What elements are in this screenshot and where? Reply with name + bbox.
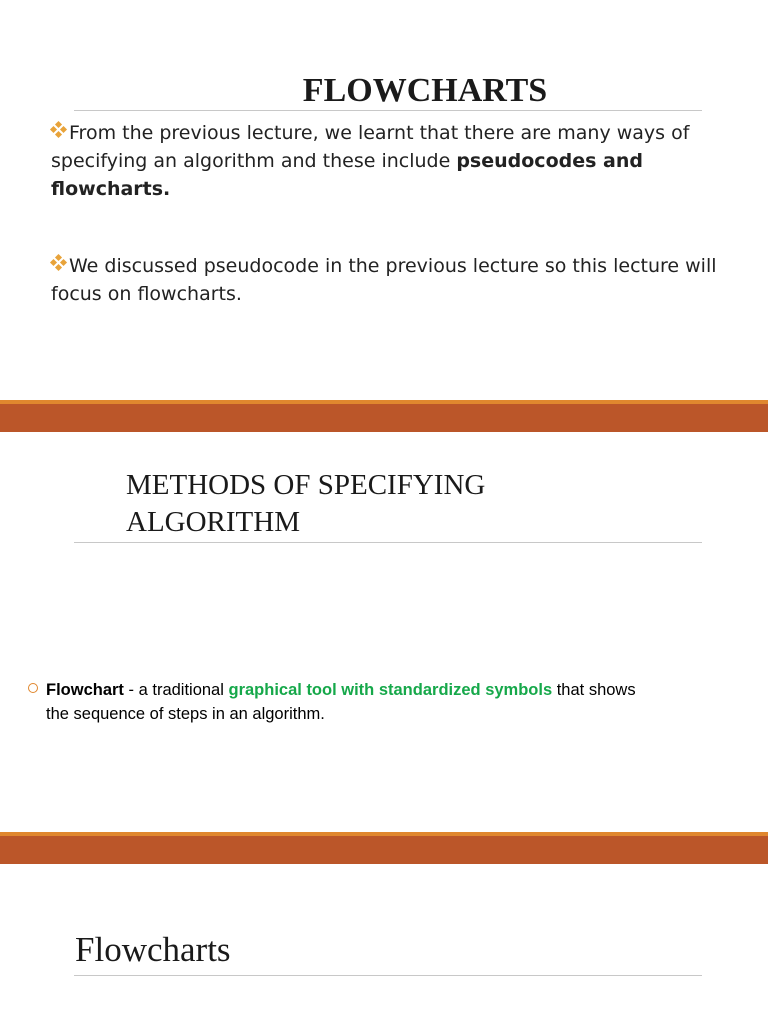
bullet-2 bbox=[51, 252, 751, 308]
slide-2-title-line-2: ALGORITHM bbox=[126, 506, 300, 538]
slide-2-title-line-1: METHODS OF SPECIFYING bbox=[126, 469, 486, 501]
title-underline bbox=[74, 110, 702, 111]
circle-bullet-icon bbox=[28, 683, 38, 693]
title-underline bbox=[74, 542, 702, 543]
bullet-1-text: From the previous lecture, we learnt that there are many ways of specifying an algorithm and these include bbox=[51, 122, 690, 172]
slide-1-title: FLOWCHARTS bbox=[302, 72, 548, 109]
slide-2-title bbox=[126, 467, 726, 541]
slide-separator-bar bbox=[0, 400, 768, 432]
slide-1 bbox=[0, 0, 768, 400]
bullet-1-bold: pseudocodes and flowcharts. bbox=[51, 150, 643, 200]
definition-highlight: graphical tool with standardized symbols bbox=[228, 681, 553, 699]
slide-3-title: Flowcharts bbox=[75, 930, 231, 969]
title-underline bbox=[74, 975, 702, 976]
bullet-2-text: We discussed pseudocode in the previous lecture so this lecture will focus on flowcharts. bbox=[51, 255, 717, 305]
diamond-bullet-icon bbox=[51, 255, 67, 271]
definition-dash-text: - a traditional bbox=[123, 681, 229, 699]
definition-line-2: the sequence of steps in an algorithm. bbox=[46, 705, 325, 723]
flowchart-definition-bullet bbox=[28, 678, 758, 726]
flowchart-term: Flowchart bbox=[46, 681, 124, 699]
definition-rest: that shows bbox=[552, 681, 636, 699]
slide-separator-bar bbox=[0, 832, 768, 864]
bullet-1 bbox=[51, 119, 751, 203]
diamond-bullet-icon bbox=[51, 122, 67, 138]
